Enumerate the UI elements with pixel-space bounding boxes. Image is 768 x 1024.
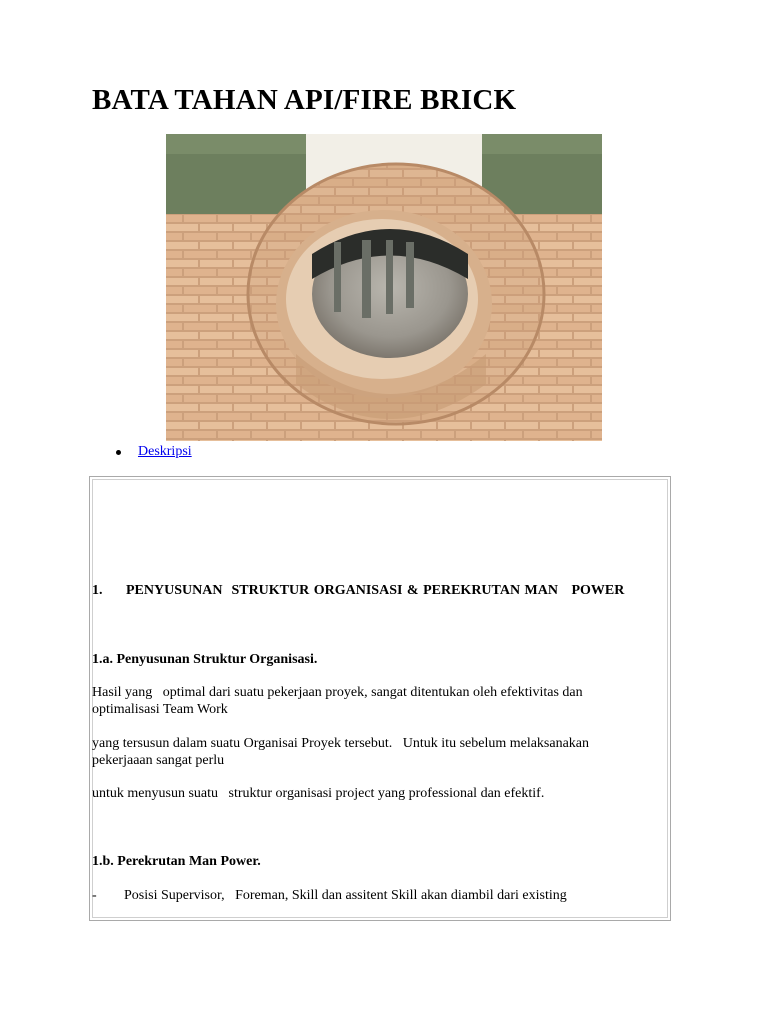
- subheading-struktur-organisasi: 1.a. Penyusunan Struktur Organisasi.: [92, 652, 318, 667]
- fire-brick-photo: [166, 134, 602, 441]
- deskripsi-link[interactable]: Deskripsi: [138, 444, 192, 459]
- section-heading: [92, 582, 624, 599]
- page-title: BATA TAHAN API/FIRE BRICK: [92, 84, 517, 116]
- content-box: [89, 476, 671, 921]
- list-item-text: Posisi Supervisor, Foreman, Skill dan assitent Skill akan diambil dari existing: [124, 888, 567, 903]
- nav-list: [92, 443, 192, 461]
- section-title: PENYUSUNAN STRUKTUR ORGANISASI & PEREKRUTAN MAN POWER: [126, 583, 625, 598]
- paragraph-2-line-1: yang tersusun dalam suatu Organisai Proyek tersebut. Untuk itu sebelum melaksanakan: [92, 736, 590, 751]
- paragraph-2-line-2: pekerjaaan sangat perlu: [92, 753, 225, 768]
- dash-marker: -: [92, 888, 97, 903]
- paragraph-1-line-1: Hasil yang optimal dari suatu pekerjaan proyek, sangat ditentukan oleh efektivitas dan: [92, 685, 583, 700]
- bullet-icon: [116, 450, 121, 455]
- nav-list-item: [92, 443, 192, 461]
- list-item-posisi: [92, 887, 567, 904]
- paragraph-3: untuk menyusun suatu struktur organisasi project yang professional dan efektif.: [92, 786, 545, 801]
- section-number: 1.: [92, 583, 103, 598]
- paragraph-1-line-2: optimalisasi Team Work: [92, 702, 228, 717]
- subheading-perekrutan-man-power: 1.b. Perekrutan Man Power.: [92, 854, 261, 869]
